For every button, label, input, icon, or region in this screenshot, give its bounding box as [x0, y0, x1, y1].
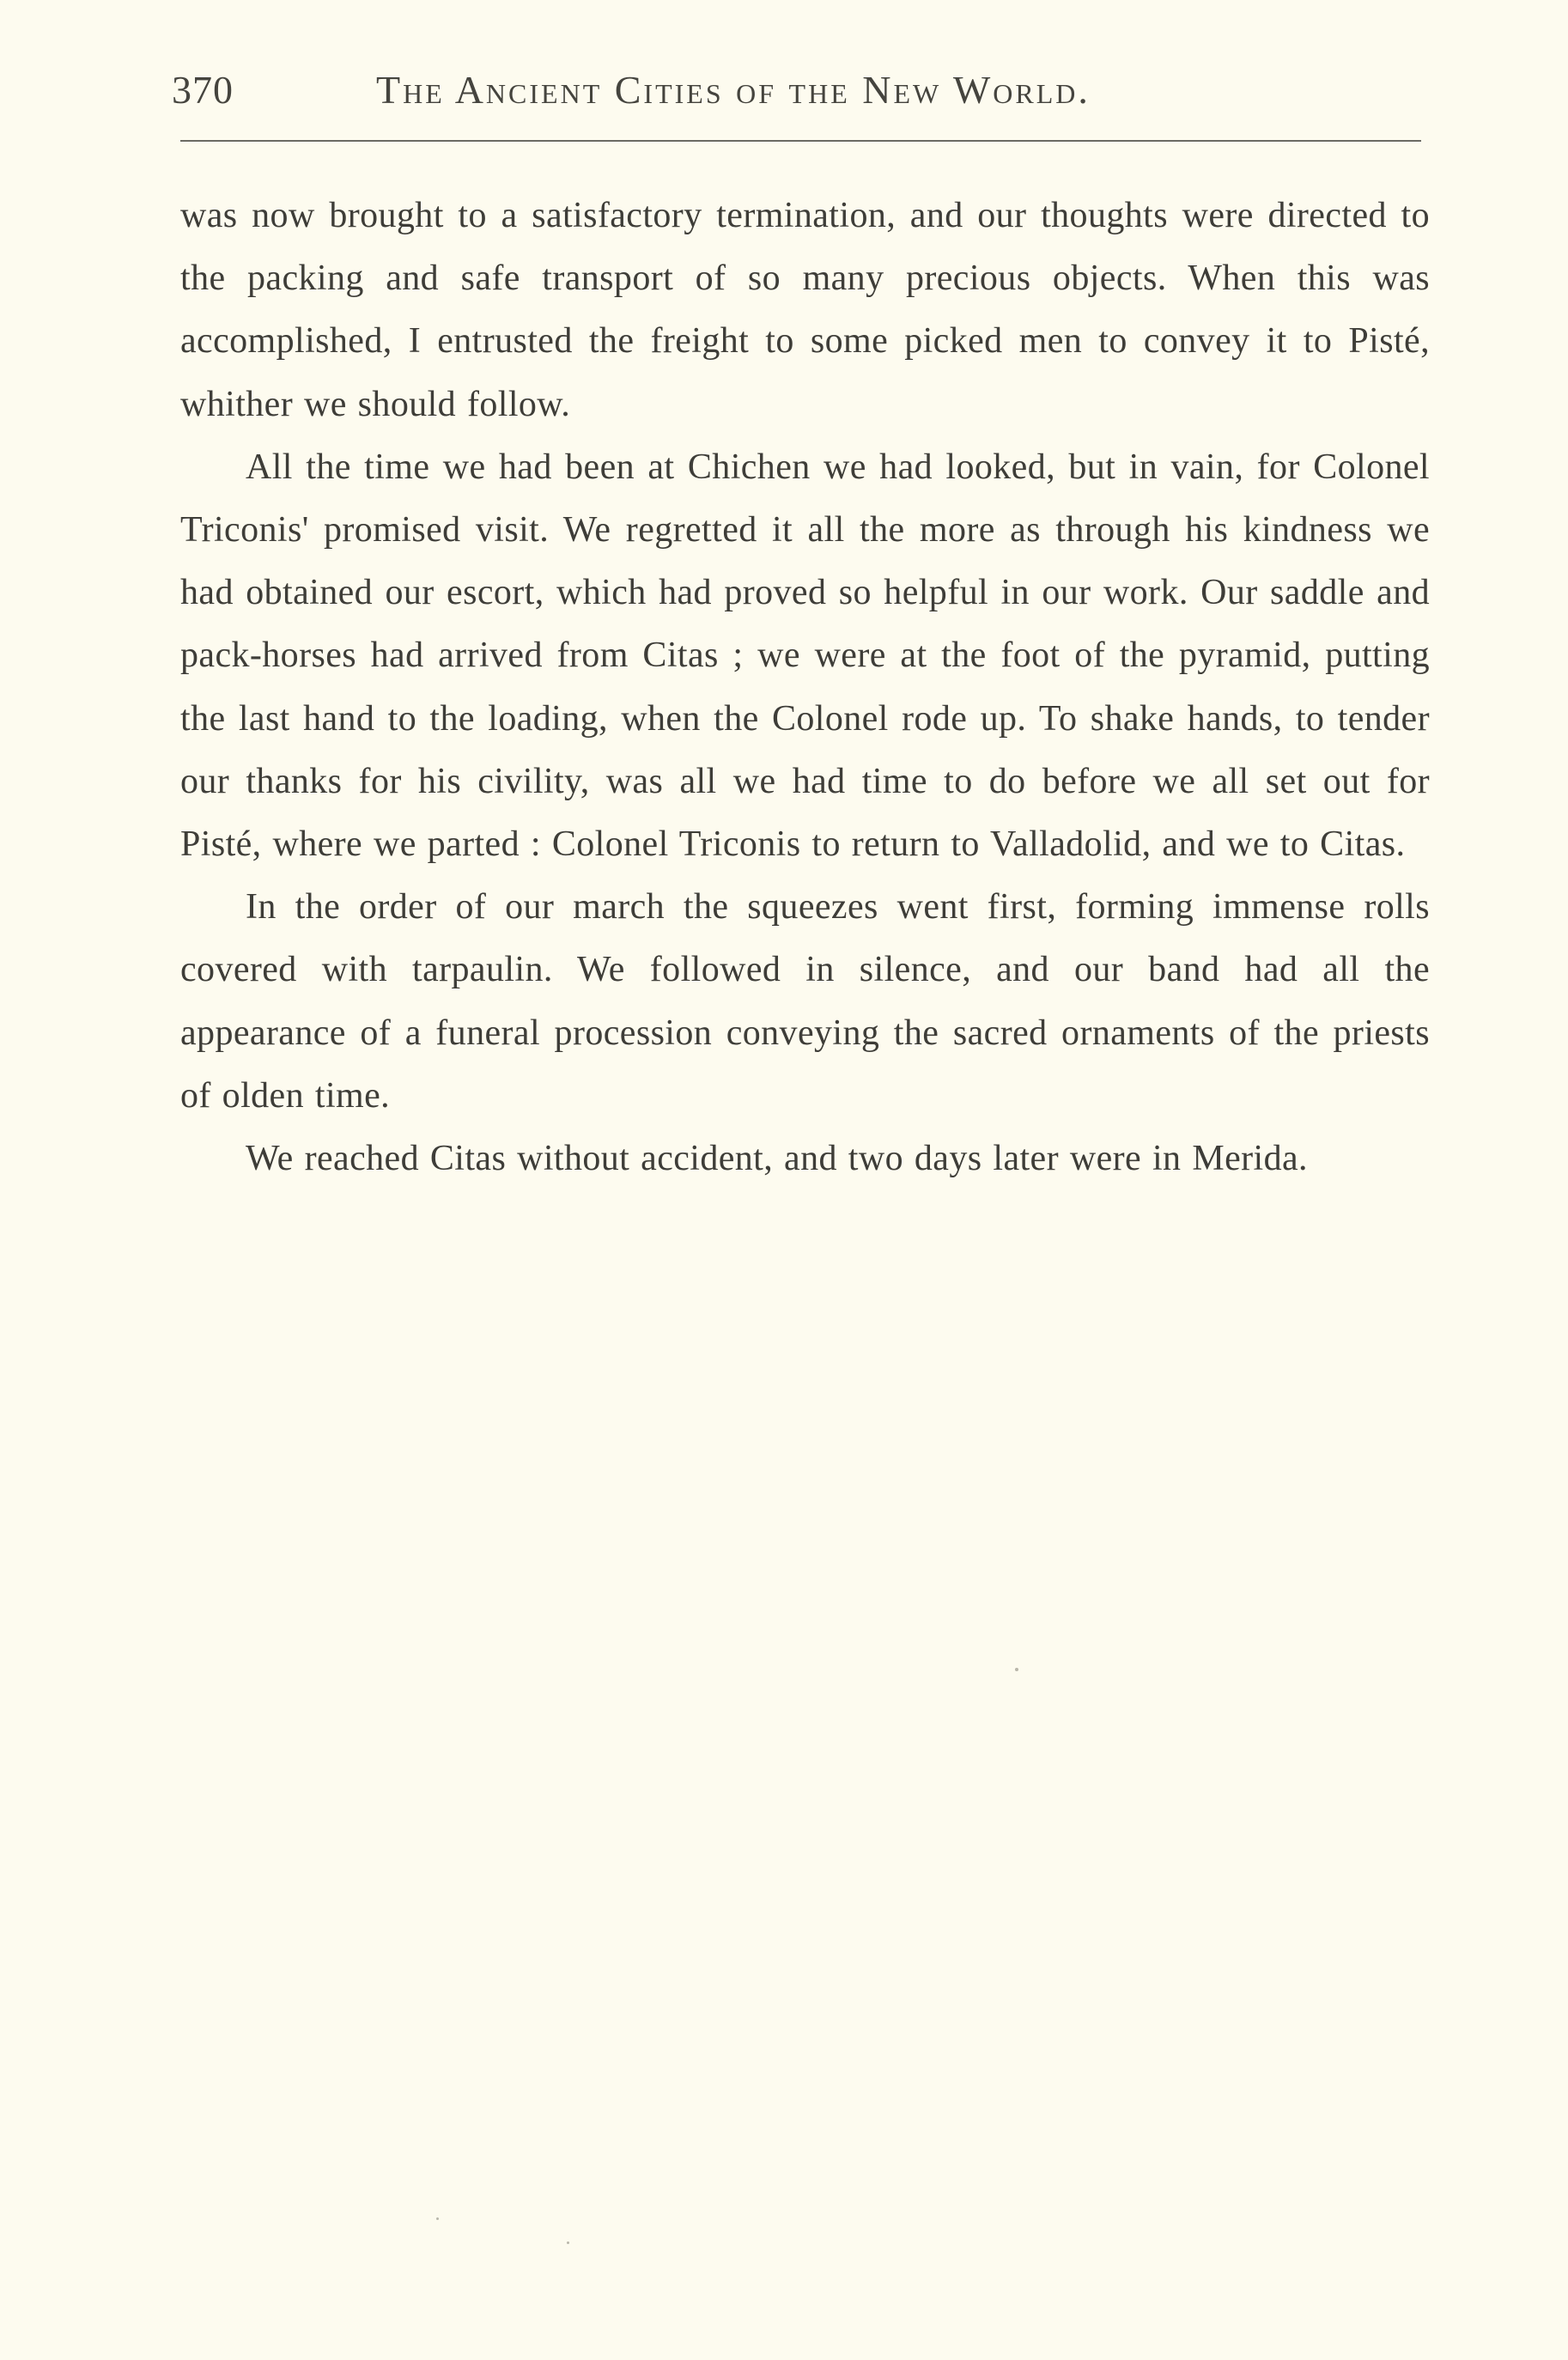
- paragraph: In the order of our march the squeezes went first, forming immense rolls covered with tarpaulin. We followed in silence, and our band had all the appearance of a funeral procession conveying the sacred ornaments of the priests of olden time.: [180, 887, 1430, 1116]
- paragraph: All the time we had been at Chichen we had looked, but in vain, for Colonel Triconis' promised visit. We regretted it all the more as through his kindness we had obtained our escort, which had proved so helpful in our work. Our saddle and pack-horses had arrived from Citas ; we were at the foot of the pyramid, putting the last hand to the loading, when the Colonel rode up. To shake hands, to tender our thanks for his civility, was all we had time to do before we all set out for Pisté, where we parted : Colonel Triconis to return to Valladolid, and we to Citas.: [180, 447, 1430, 865]
- paper-speck: [1015, 1668, 1018, 1671]
- body-text: [180, 185, 1430, 1190]
- running-title: The Ancient Cities of the New World.: [376, 68, 1091, 112]
- paragraph: We reached Citas without accident, and two days later were in Merida.: [246, 1139, 1308, 1179]
- header-rule: [180, 140, 1421, 142]
- page-number: 370: [172, 68, 234, 112]
- running-head: [172, 60, 1425, 129]
- paper-speck: [436, 2217, 439, 2220]
- paragraph-continued: was now brought to a satisfactory termination, and our thoughts were directed to the packing and safe transport of so many precious objects. When this was accomplished, I entrusted the freight to some picked men to convey it to Pisté, whither we should follow.: [180, 196, 1430, 424]
- paper-speck: [567, 2241, 569, 2244]
